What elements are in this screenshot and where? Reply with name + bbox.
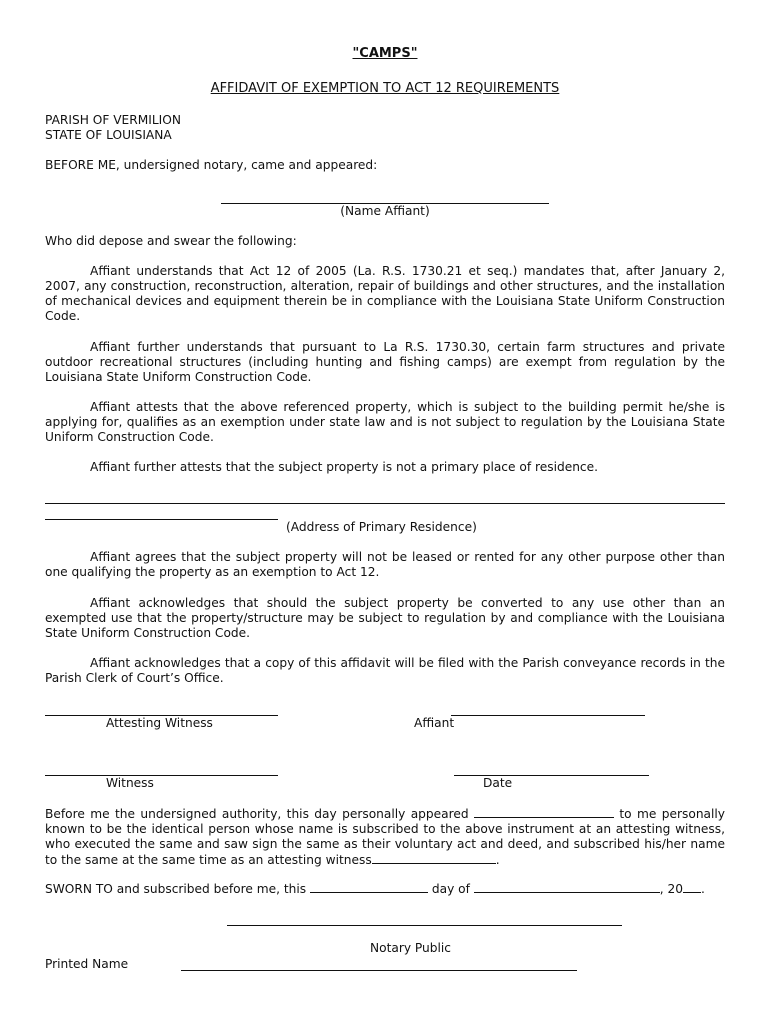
witness-signature-line[interactable]	[45, 775, 278, 776]
authority-end: .	[495, 853, 500, 867]
paragraph-act12: Affiant understands that Act 12 of 2005 (La. R.S. 1730.21 et seq.) mandates that, after January 2, 2007, any construction, reconstruction, alteration, repair of buildings and other structures, and the installation of mechanical devices and equipment therein be in compliance with the Louisiana State Uniform Construction Code.	[45, 264, 725, 323]
paragraph-not-leased: Affiant agrees that the subject property will not be leased or rented for any other purpose other than one qualifying the property as an exemption to Act 12.	[45, 550, 725, 579]
paragraph-converted-use: Affiant acknowledges that should the subject property be converted to any use other than an exempted use that the property/structure may be subject to regulation by and compliance with the Louisiana State Uniform Construction Code.	[45, 596, 725, 640]
before-me-line: BEFORE ME, undersigned notary, came and appeared:	[45, 158, 378, 172]
authority-text-1: Before me the undersigned authority, this day personally appeared	[45, 807, 469, 821]
name-affiant-label: (Name Affiant)	[340, 204, 430, 218]
printed-name-line[interactable]	[181, 970, 577, 971]
paragraph-exempt-structures: Affiant further understands that pursuant to La R.S. 1730.30, certain farm structures and private outdoor recreational structures (including hunting and fishing camps) are exempt from regulation by the Louisiana State Uniform Construction Code.	[45, 340, 725, 384]
depose-line: Who did depose and swear the following:	[45, 234, 297, 248]
appeared-name-blank[interactable]	[474, 806, 614, 818]
sworn-text-3: , 20	[659, 882, 684, 896]
sworn-month-blank[interactable]	[474, 881, 660, 893]
notary-signature-line[interactable]	[227, 925, 622, 926]
affiant-signature-line[interactable]	[451, 715, 645, 716]
parish-line: PARISH OF VERMILION	[45, 113, 181, 127]
authority-paragraph	[45, 806, 725, 868]
paragraph-not-primary-residence: Affiant further attests that the subject property is not a primary place of residence.	[90, 460, 598, 474]
address-line-2[interactable]	[45, 519, 278, 520]
printed-name-label: Printed Name	[45, 957, 129, 971]
state-line: STATE OF LOUISIANA	[45, 128, 172, 142]
witness-label: Witness	[106, 776, 154, 790]
sworn-text-2: day of	[431, 882, 470, 896]
authority-text-2: to me personally known to be the identical person whose name is subscribed to the above instrument at an attesting witness, who executed the same and saw sign the same as their voluntary act and deed, and subscribed his/her name to the same at the same time as an attesting witness	[45, 807, 725, 867]
notary-public-label: Notary Public	[370, 941, 451, 955]
sworn-end: .	[701, 882, 705, 896]
sworn-text-1: SWORN TO and subscribed before me, this	[45, 882, 307, 896]
address-label: (Address of Primary Residence)	[286, 520, 477, 534]
paragraph-filed-records: Affiant acknowledges that a copy of this affidavit will be filed with the Parish conveyance records in the Parish Clerk of Court’s Office.	[45, 656, 725, 685]
paragraph-attests-exemption: Affiant attests that the above referenced property, which is subject to the building permit he/she is applying for, qualifies as an exemption under state law and is not subject to regulation by the Louisiana State Uniform Construction Code.	[45, 400, 725, 444]
affidavit-page	[45, 0, 725, 1024]
sworn-year-blank[interactable]	[683, 881, 701, 893]
document-subtitle: AFFIDAVIT OF EXEMPTION TO ACT 12 REQUIREMENTS	[210, 81, 560, 96]
attesting-witness-label: Attesting Witness	[106, 716, 213, 730]
date-label: Date	[483, 776, 513, 790]
document-title: "CAMPS"	[352, 46, 418, 61]
address-line-1[interactable]	[45, 503, 725, 504]
attesting-witness-blank[interactable]	[372, 852, 496, 864]
affiant-label: Affiant	[414, 716, 455, 730]
sworn-line	[45, 881, 705, 897]
sworn-day-blank[interactable]	[310, 881, 428, 893]
